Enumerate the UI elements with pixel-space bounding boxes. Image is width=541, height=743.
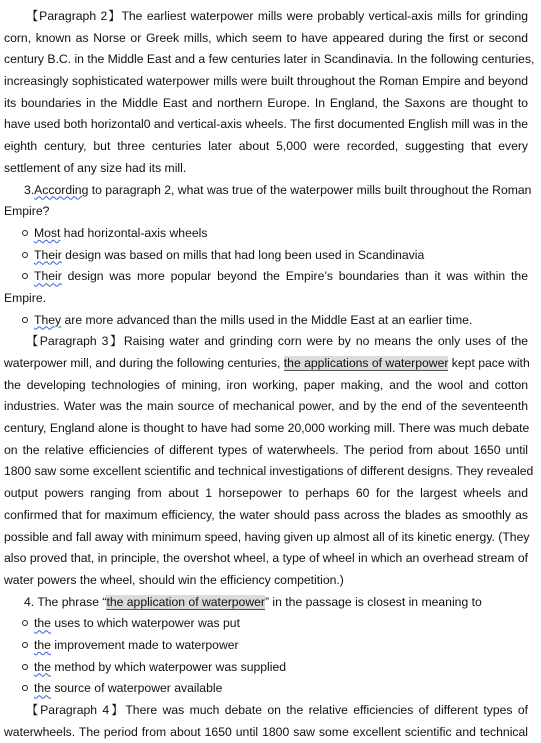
paragraph-3-line: industries. Water was the main source of mechanical power, and by the end of the seventeenth [4, 399, 528, 414]
question-4 [4, 592, 528, 700]
paragraph-3-line: possible and fall away with minimum speed, having given up almost all of its kinetic energy. (They [4, 529, 530, 544]
question-number: 3. [24, 182, 35, 197]
paragraph-2-line: have used both horizontal0 and vertical-axis wheels. The first documented English mill was in the [4, 117, 528, 132]
answer-option[interactable]: the source of waterpower available [4, 678, 528, 700]
paragraph-2-line: eighth century, but three centuries later about 5,000 were recorded, suggesting that every [4, 139, 528, 154]
radio-icon[interactable] [22, 252, 28, 258]
paragraph-2 [4, 6, 535, 180]
answer-option[interactable]: the uses to which waterpower was put [4, 613, 528, 635]
radio-icon[interactable] [22, 230, 28, 236]
paragraph-3-line: output powers ranging from about 1 horsepower to perhaps 60 for the largest wheels and [4, 486, 528, 501]
paragraph-4 [4, 700, 528, 743]
highlighted-phrase: the applications of waterpower [283, 356, 449, 370]
paragraph-3-line: water powers the wheel, should win the efficiency competition.) [4, 572, 344, 587]
paragraph-3-line: century, England alone is thought to have had some 20,000 working mill. There was much debate [4, 421, 530, 436]
document [4, 6, 535, 743]
highlighted-phrase: the application of waterpower [106, 594, 265, 609]
answer-option-cont: Empire. [4, 290, 46, 305]
spellcheck-word: According [34, 182, 89, 197]
paragraph-3-line: the developing technologies of mining, iron working, paper making, and the wool and cotton [4, 377, 528, 392]
answer-option[interactable]: Their design was more popular beyond the Empire’s boundaries than it was within the [4, 266, 528, 288]
answer-option[interactable]: Their design was based on mills that had long been used in Scandinavia [4, 245, 528, 267]
paragraph-2-line: corn, known as Norse or Greek mills, which seem to have appeared during the first or second [4, 30, 528, 45]
radio-icon[interactable] [22, 620, 28, 626]
paragraph-2-line: its boundaries in the Middle East and northern Europe. In England, the Saxons are thought to [4, 95, 528, 110]
radio-icon[interactable] [22, 317, 28, 323]
paragraph-4-line: 【Paragraph 4】There was much debate on the relative efficiencies of different types of [26, 703, 528, 717]
question-4-stem: 4. The phrase “the application of waterpower” in the passage is closest in meaning to [24, 594, 482, 609]
paragraph-3-line: 【Paragraph 3】Raising water and grinding corn were by no means the only uses of the [26, 334, 528, 349]
paragraph-2-line: century B.C. in the Middle East and a few centuries later in Scandinavia. In the following centuries, [4, 52, 535, 67]
question-3-stem-cont: Empire? [4, 204, 50, 219]
paragraph-4-line: waterwheels. The period from about 1650 until 1800 saw some excellent scientific and technical [4, 724, 528, 739]
radio-icon[interactable] [22, 685, 28, 691]
paragraph-3-line: also proved that, in principle, the overshot wheel, a type of wheel in which an overhead stream of [4, 551, 528, 566]
paragraph-3-line: confirmed that for maximum efficiency, the water should pass across the blades as smoothly as [4, 507, 528, 522]
answer-option[interactable]: the method by which waterpower was supplied [4, 657, 528, 679]
paragraph-3-line: waterpower mill, and during the following centuries, the applications of waterpower kept pace with [4, 356, 530, 370]
radio-icon[interactable] [22, 664, 28, 670]
paragraph-3 [4, 331, 534, 591]
paragraph-2-line: settlement of any size had its mill. [4, 160, 187, 175]
radio-icon[interactable] [22, 642, 28, 648]
question-3-stem: 3.According to paragraph 2, what was true of the waterpower mills built throughout the Roman [24, 182, 532, 197]
answer-option[interactable]: the improvement made to waterpower [4, 635, 528, 657]
paragraph-3-line: on the relative efficiencies of different types of waterwheels. The period from about 1650 until [4, 442, 528, 457]
question-3 [4, 180, 532, 332]
paragraph-3-line: 1800 saw some excellent scientific and technical investigations of different designs. They revealed [4, 464, 534, 479]
answer-option[interactable]: They are more advanced than the mills used in the Middle East at an earlier time. [4, 310, 528, 332]
paragraph-2-line: increasingly sophisticated waterpower mills were built throughout the Roman Empire and beyond [4, 74, 528, 89]
radio-icon[interactable] [22, 273, 28, 279]
answer-option[interactable]: Most had horizontal-axis wheels [4, 223, 528, 245]
paragraph-2-line: 【Paragraph 2】The earliest waterpower mills were probably vertical-axis mills for grinding [26, 9, 528, 23]
